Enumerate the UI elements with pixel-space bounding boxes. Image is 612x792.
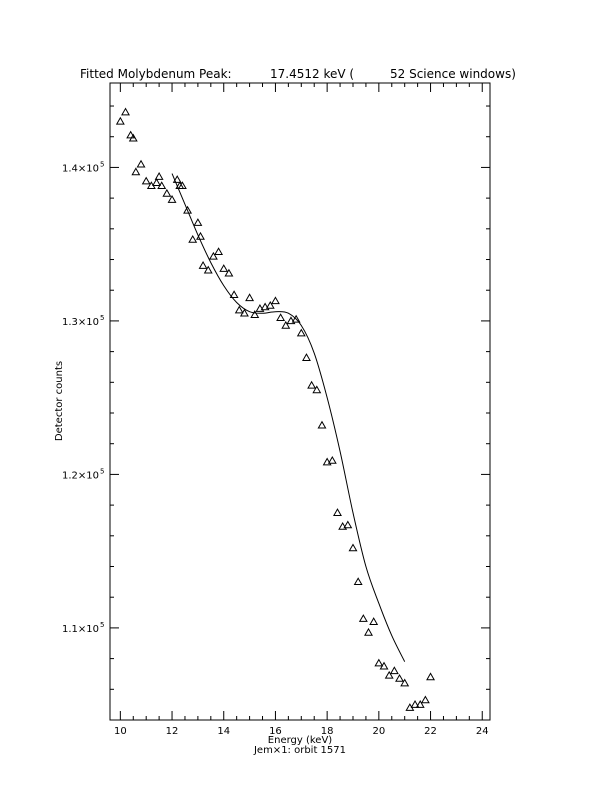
data-point (360, 615, 367, 621)
chart-subtitle: Jem×1: orbit 1571 (253, 745, 347, 756)
fit-curve (172, 174, 405, 662)
data-points (117, 109, 434, 711)
data-point (375, 660, 382, 666)
data-point (168, 196, 175, 202)
x-tick-label: 22 (424, 726, 437, 737)
data-point (194, 219, 201, 225)
data-point (422, 696, 429, 702)
y-tick-exponent: 5 (100, 313, 105, 322)
axis-ticks (110, 83, 490, 720)
y-tick-exponent: 5 (100, 160, 105, 169)
data-point (391, 667, 398, 673)
x-tick-label: 16 (269, 726, 282, 737)
y-tick-exponent: 5 (100, 467, 105, 476)
data-point (355, 578, 362, 584)
data-point (246, 294, 253, 300)
data-point (163, 190, 170, 196)
data-point (277, 314, 284, 320)
data-point (318, 422, 325, 428)
data-point (132, 168, 139, 174)
data-point (137, 161, 144, 167)
data-point (308, 382, 315, 388)
data-point (122, 109, 129, 115)
data-point (370, 618, 377, 624)
x-tick-label: 18 (320, 726, 334, 737)
data-point (156, 173, 163, 179)
data-point (117, 118, 124, 124)
data-point (220, 265, 227, 271)
x-tick-label: 24 (475, 726, 489, 737)
data-point (189, 236, 196, 242)
data-point (143, 178, 150, 184)
x-tick-label: 14 (217, 726, 231, 737)
data-point (396, 675, 403, 681)
plot-frame (110, 83, 490, 720)
data-point (153, 179, 160, 185)
y-tick-exponent: 5 (100, 620, 105, 629)
chart-title-left: Fitted Molybdenum Peak: (80, 67, 232, 81)
data-point (344, 521, 351, 527)
data-point (329, 457, 336, 463)
x-tick-label: 10 (113, 726, 127, 737)
y-tick-label: 1.1×10 (61, 623, 99, 635)
data-point (334, 509, 341, 515)
data-point (303, 354, 310, 360)
x-tick-label: 12 (165, 726, 179, 737)
data-point (365, 629, 372, 635)
y-axis-label: Detector counts (54, 360, 65, 442)
y-tick-label: 1.4×10 (61, 163, 99, 175)
data-point (272, 297, 279, 303)
data-point (427, 673, 434, 679)
chart-title-energy: 17.4512 keV ( (270, 67, 355, 81)
data-point (199, 262, 206, 268)
x-axis-label: Energy (keV) (267, 735, 333, 746)
y-tick-label: 1.3×10 (61, 316, 99, 328)
x-tick-label: 20 (372, 726, 386, 737)
data-point (215, 248, 222, 254)
chart-title-right: 52 Science windows) (390, 67, 516, 81)
y-tick-labels (62, 160, 104, 634)
y-tick-label: 1.2×10 (61, 470, 99, 482)
data-point (230, 291, 237, 297)
data-point (349, 544, 356, 550)
